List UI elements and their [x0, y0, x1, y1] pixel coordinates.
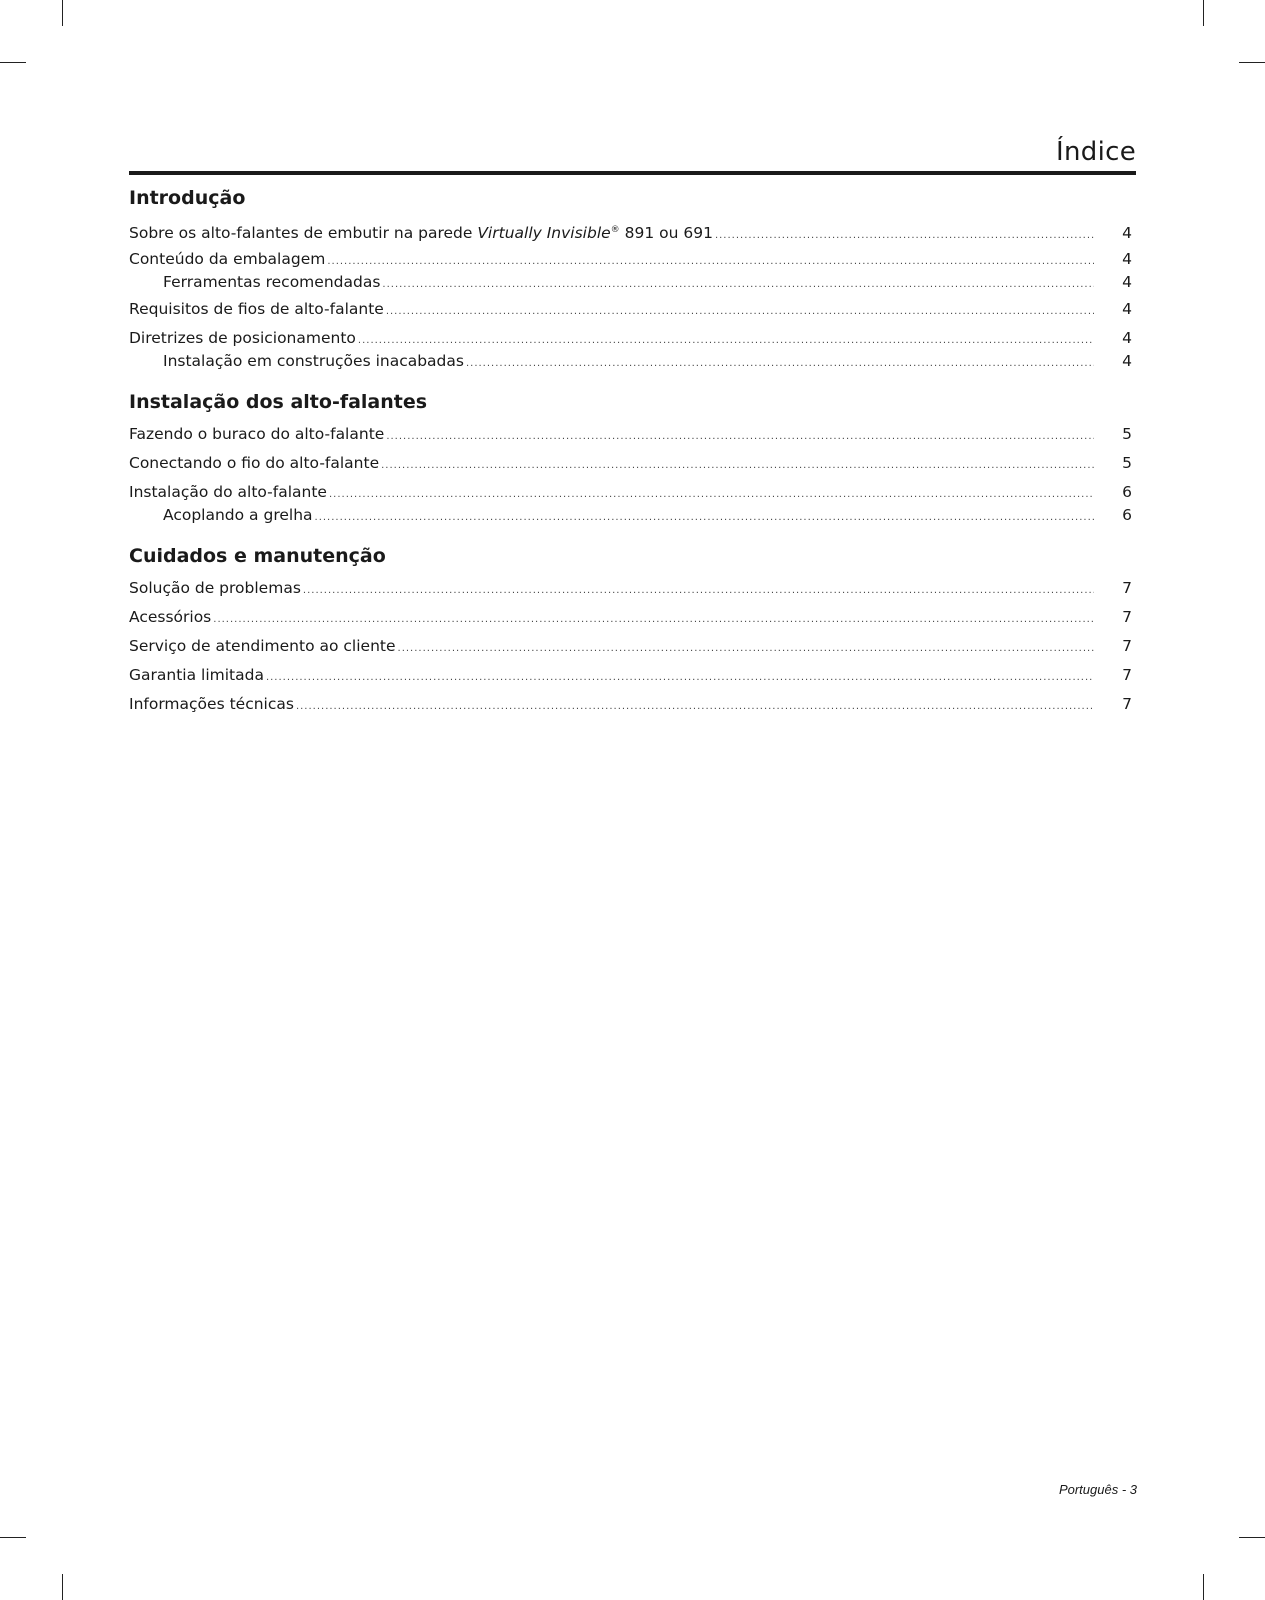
dot-leader	[382, 272, 1094, 297]
toc-entry-label: Conteúdo da embalagem	[129, 250, 326, 268]
crop-mark	[0, 62, 26, 63]
toc-entry-label: Ferramentas recomendadas	[163, 273, 381, 291]
toc-page-number: 6	[1122, 483, 1132, 501]
toc-entry[interactable]	[129, 661, 1136, 690]
toc-section-introducao	[129, 180, 1136, 374]
toc-entry[interactable]	[129, 603, 1136, 632]
toc-page-number: 5	[1122, 454, 1132, 472]
toc-page-number: 4	[1122, 224, 1132, 243]
crop-mark	[0, 1537, 26, 1538]
toc-entry-label: Fazendo o buraco do alto-falante	[129, 425, 385, 443]
toc-page-number: 4	[1122, 352, 1132, 370]
toc-entry-label: Requisitos de fios de alto-falante	[129, 300, 384, 318]
toc-subentry[interactable]	[129, 349, 1136, 374]
toc-entry-label: Garantia limitada	[129, 666, 264, 684]
toc-page-number: 4	[1122, 273, 1132, 291]
title-rule	[129, 171, 1136, 175]
dot-leader	[386, 297, 1094, 326]
toc-entry-label: Conectando o fio do alto-falante	[129, 454, 380, 472]
toc-entry-label: Acoplando a grelha	[163, 506, 313, 524]
dot-leader	[466, 351, 1094, 376]
toc-page-number: 4	[1122, 250, 1132, 268]
page-title: Índice	[1056, 137, 1136, 167]
toc-entry-label: Solução de problemas	[129, 579, 301, 597]
toc-entry-label: Sobre os alto-falantes de embutir na parede Virtually Invisible® 891 ou 691	[129, 224, 713, 243]
dot-leader	[213, 605, 1094, 634]
toc-page-number: 4	[1122, 300, 1132, 318]
toc-entry-label: Instalação do alto-falante	[129, 483, 327, 501]
toc-entry-label: Serviço de atendimento ao cliente	[129, 637, 396, 655]
toc-entry[interactable]	[129, 449, 1136, 478]
toc-entry[interactable]	[129, 295, 1136, 324]
toc-page-number: 7	[1122, 666, 1132, 684]
toc-subentry[interactable]	[129, 503, 1136, 528]
section-heading: Instalação dos alto-falantes	[129, 391, 428, 413]
toc-entry-label: Acessórios	[129, 608, 212, 626]
crop-mark	[62, 1574, 63, 1600]
dot-leader	[315, 505, 1094, 530]
crop-mark	[1239, 62, 1265, 63]
toc-entry[interactable]	[129, 216, 1136, 245]
dot-leader	[303, 576, 1094, 605]
toc-entry[interactable]	[129, 632, 1136, 661]
toc-page-number: 7	[1122, 579, 1132, 597]
crop-mark	[1239, 1537, 1265, 1538]
toc-page-number: 6	[1122, 506, 1132, 524]
toc-entry-label: Informações técnicas	[129, 695, 294, 713]
dot-leader	[715, 221, 1094, 250]
toc-entry-label: Instalação em construções inacabadas	[163, 352, 464, 370]
toc-page-number: 4	[1122, 329, 1132, 347]
toc-section-cuidados	[129, 538, 1136, 719]
dot-leader	[266, 663, 1094, 692]
section-heading: Introdução	[129, 187, 246, 209]
dot-leader	[381, 451, 1094, 480]
section-heading: Cuidados e manutenção	[129, 545, 386, 567]
toc-page-number: 7	[1122, 608, 1132, 626]
toc-entry[interactable]	[129, 690, 1136, 719]
crop-mark	[1203, 0, 1204, 26]
page-footer: Português - 3	[1058, 1482, 1137, 1497]
dot-leader	[296, 692, 1094, 721]
table-of-contents	[129, 180, 1136, 719]
toc-page-number: 5	[1122, 425, 1132, 443]
toc-page-number: 7	[1122, 695, 1132, 713]
toc-entry[interactable]	[129, 574, 1136, 603]
toc-entry-label: Diretrizes de posicionamento	[129, 329, 356, 347]
dot-leader	[398, 634, 1094, 663]
crop-mark	[1203, 1574, 1204, 1600]
dot-leader	[386, 422, 1094, 451]
toc-section-instalacao	[129, 384, 1136, 528]
toc-subentry[interactable]	[129, 270, 1136, 295]
crop-mark	[62, 0, 63, 26]
toc-page-number: 7	[1122, 637, 1132, 655]
toc-entry[interactable]	[129, 420, 1136, 449]
